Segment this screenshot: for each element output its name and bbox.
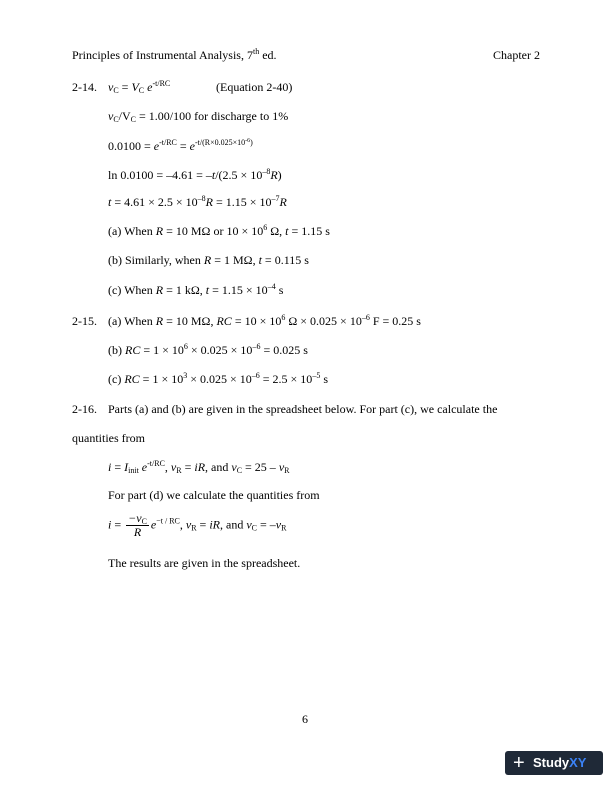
equation-line: $\ln 0.0100 = -4.61 = -t/(2.5 \times 10^{-8}R)$ bbox=[108, 167, 282, 182]
paragraph: The results are given in the spreadsheet. bbox=[108, 556, 301, 570]
equation-line: $i = I_{init}$ $e^{-t/RC}$, $v_R$ = iR, and $v_C = 25 - v_R$ bbox=[108, 459, 290, 475]
chapter-label: Chapter 2 bbox=[493, 48, 540, 62]
book-title: Principles of Instrumental Analysis, 7th ed. bbox=[72, 47, 277, 62]
equation-fraction: i = $\frac{-v_C}{R}$ $e^{-t / RC}$, $v_R$ = iR, and $v_C = -v_R$ bbox=[108, 511, 287, 539]
equation-line: $v_C = V_C$ $e^{-t/RC}$ bbox=[108, 79, 171, 95]
problem-number: 2-16. bbox=[72, 402, 97, 416]
part-a: (a) When R = 10 MΩ or $10 \times 10^6$ Ω, t = 1.15 s bbox=[108, 223, 330, 238]
plus-icon: + bbox=[513, 752, 525, 774]
page-number: 6 bbox=[302, 712, 308, 726]
equation-line: $v_C/V_C = 1.00/100$ for discharge to 1% bbox=[108, 109, 289, 124]
equation-line: $t = 4.61 \times 2.5 \times 10^{-8}R = 1.15 \times 10^{-7}R$ bbox=[108, 194, 287, 209]
equation-note: (Equation 2-40) bbox=[216, 80, 293, 94]
part-c: (c) When R = 1 kΩ, $t = 1.15 \times 10^{-4}$ s bbox=[108, 282, 284, 297]
part-a: (a) When R = 10 MΩ, RC = $10 \times 10^6$ $\Omega \times 0.025 \times 10^{-6}$ F = 0.25 s bbox=[108, 313, 421, 328]
part-c: (c) RC = $1 \times 10^3 \times 0.025 \times 10^{-6} = 2.5 \times 10^{-5}$ s bbox=[108, 371, 328, 386]
equation-line: $0.0100 = e^{-t/RC} = e^{-t/(R\times 0.025\times 10^{-6})}$ bbox=[108, 138, 253, 153]
studyxy-logo[interactable]: + StudyXY bbox=[505, 751, 603, 775]
part-b: (b) RC = $1 \times 10^6 \times 0.025 \times 10^{-6} = 0.025$ s bbox=[108, 342, 308, 357]
part-b: (b) Similarly, when R = 1 MΩ, t = 0.115 s bbox=[108, 253, 309, 267]
problem-number: 2-15. bbox=[72, 314, 97, 328]
paragraph: Parts (a) and (b) are given in the spreadsheet below. For part (c), we calculate the bbox=[108, 402, 498, 416]
problem-number: 2-14. bbox=[72, 80, 97, 94]
paragraph: quantities from bbox=[72, 431, 145, 445]
paragraph: For part (d) we calculate the quantities from bbox=[108, 488, 320, 502]
